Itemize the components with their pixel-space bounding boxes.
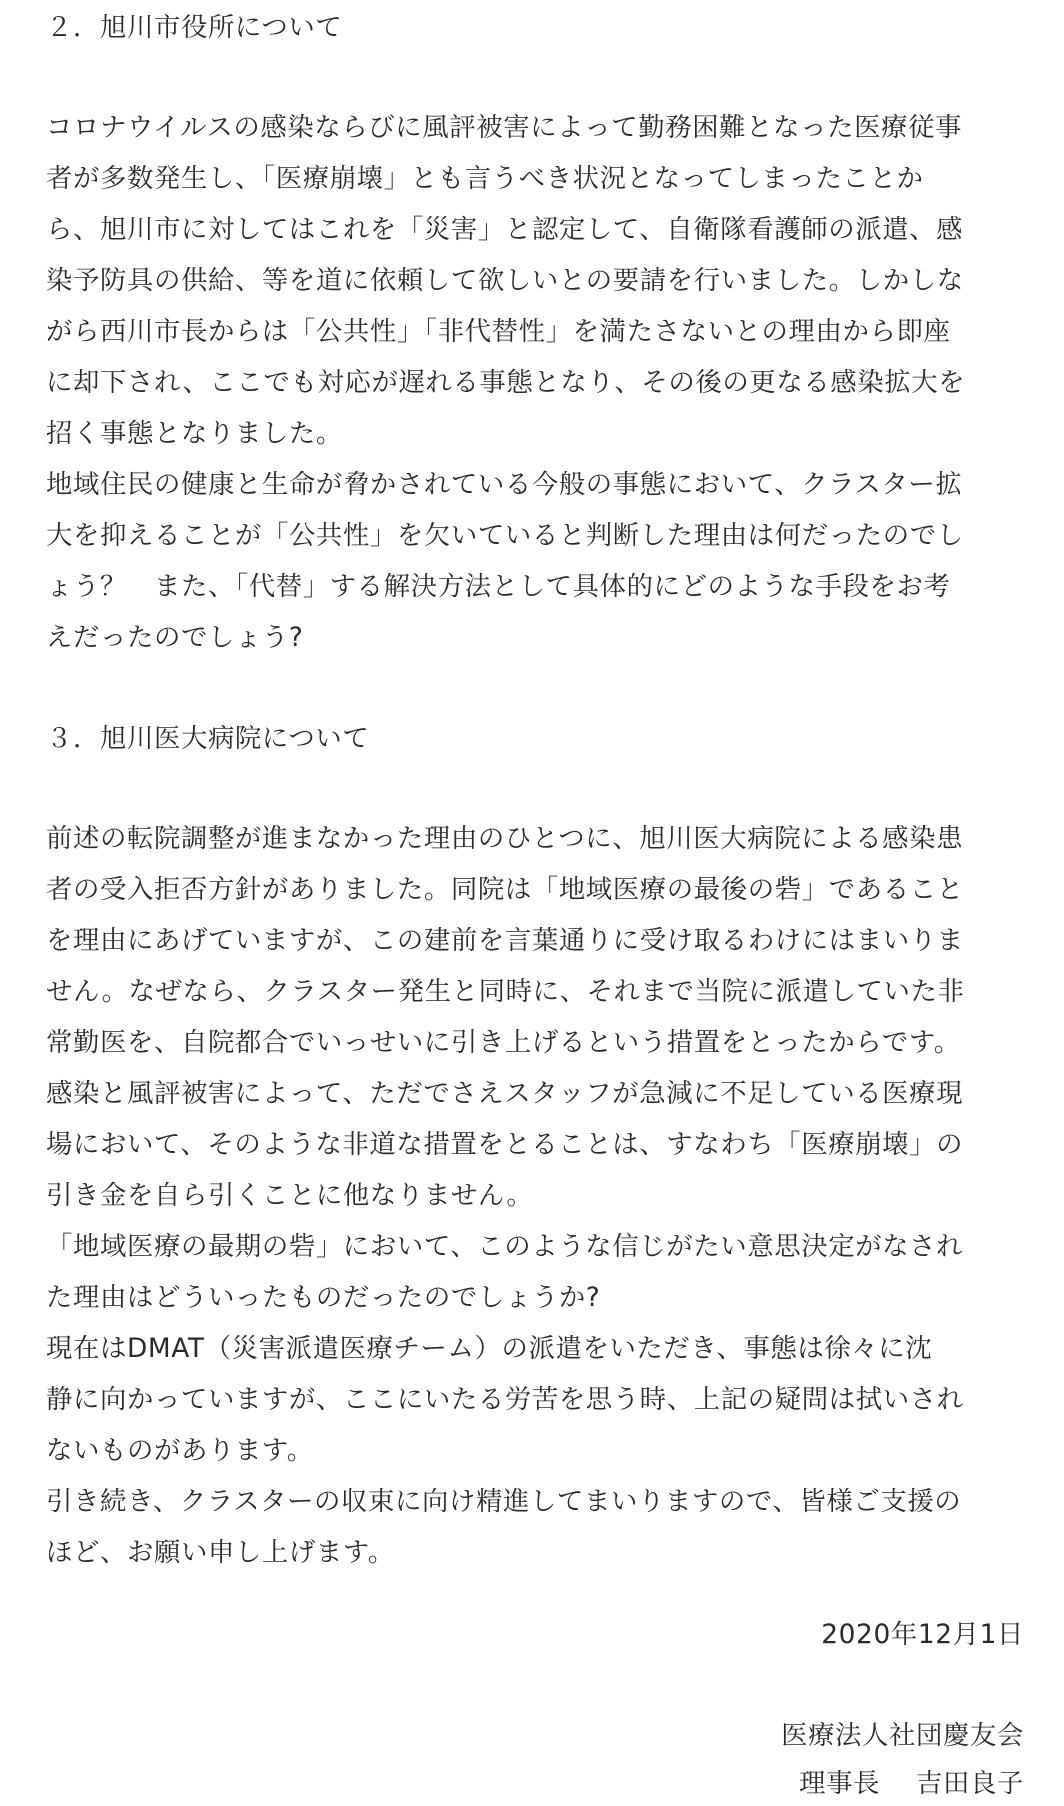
section-3-line: 者の受入拒否方針がありました。同院は「地域医療の最後の砦」であること [46,874,964,905]
section-2-line: 染予防具の供給、等を道に依頼して欲しいとの要請を行いました。しかしな [46,265,964,296]
section-3-line: 引き続き、クラスターの収束に向け精進してまいりますので、皆様ご支援の [46,1486,962,1517]
section-3-line: 前述の転院調整が進まなかった理由のひとつに、旭川医大病院による感染患 [46,823,964,854]
section-3-line: 感染と風評被害によって、ただでさえスタッフが急減に不足している医療現 [46,1078,964,1109]
section-2-heading: ２．旭川市役所について [46,12,343,43]
section-2-line: 者が多数発生し、「医療崩壊」とも言うべき状況となってしまったことか [46,163,924,194]
section-3-line: 引き金を自ら引くことに他なりません。 [46,1180,534,1211]
section-3-line: 静に向かっていますが、ここにいたる労苦を思う時、上記の疑問は拭いされ [46,1384,964,1415]
section-3-line: せん。なぜなら、クラスター発生と同時に、それまで当院に派遣していた非 [46,976,965,1007]
section-2-line: コロナウイルスの感染ならびに風評被害によって勤務困難となった医療従事 [46,112,963,143]
letter-date: 2020年12月1日 [821,1619,1024,1650]
section-2-line: 大を抑えることが「公共性」を欠いていると判断した理由は何だったのでし [46,520,964,551]
signatory-name: 理事長 吉田良子 [799,1768,1024,1799]
section-3-heading: ３．旭川医大病院について [46,723,370,754]
section-2-line: えだったのでしょう? [46,622,304,653]
section-2-line: に却下され、ここでも対応が遅れる事態となり、その後の更なる感染拡大を [46,367,966,398]
section-2-line: ら、旭川市に対してはこれを「災害」と認定して、自衛隊看護師の派遣、感 [46,214,964,245]
section-3-line: を理由にあげていますが、この建前を言葉通りに受け取るわけにはまいりま [46,925,964,956]
section-2-line: 地域住民の健康と生命が脅かされている今般の事態において、クラスター拡 [46,469,963,500]
section-3-line: 現在はDMAT（災害派遣医療チーム）の派遣をいただき、事態は徐々に沈 [46,1333,933,1364]
organization-name: 医療法人社団慶友会 [781,1720,1024,1751]
section-2-line: ょう？ また、「代替」する解決方法として具体的にどのような手段をお考 [46,571,951,602]
section-3-line: ないものがあります。 [46,1435,314,1466]
section-3-line: 場において、そのような非道な措置をとることは、すなわち「医療崩壊」の [46,1129,964,1160]
section-3-line: ほど、お願い申し上げます。 [46,1537,395,1568]
section-2-line: がら西川市長からは「公共性」「非代替性」を満たさないとの理由から即座 [46,316,951,347]
section-3-line: 常勤医を、自院都合でいっせいに引き上げるという措置をとったからです。 [46,1027,961,1058]
section-3-line: 「地域医療の最期の砦」において、このような信じがたい意思決定がなされ [46,1231,964,1262]
section-2-line: 招く事態となりました。 [46,418,343,449]
section-3-line: た理由はどういったものだったのでしょうか? [46,1282,601,1313]
